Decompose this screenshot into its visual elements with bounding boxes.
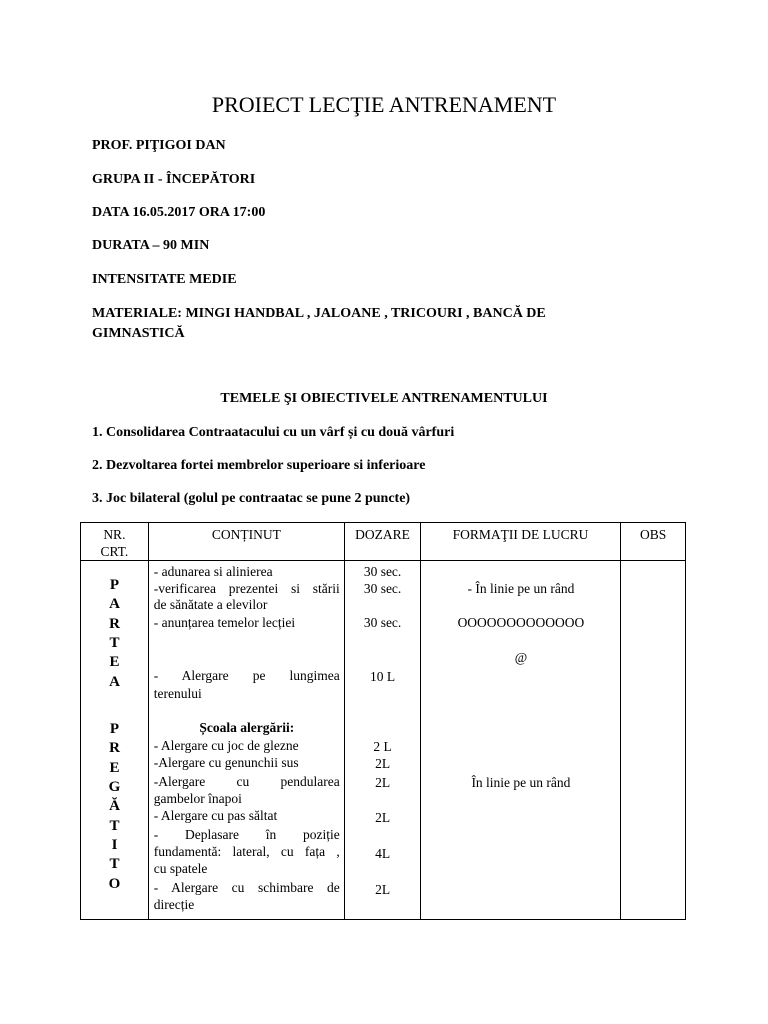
document-title: PROIECT LECŢIE ANTRENAMENT <box>211 92 557 117</box>
content-subheading: Școala alergării: <box>199 720 295 735</box>
dozare-value: 2L <box>375 756 391 771</box>
dozare-value: 2 L <box>373 739 392 754</box>
content-line: - Alergare cu joc de glezne <box>153 738 299 753</box>
formatie-text: - În linie pe un rând <box>467 581 575 596</box>
vertical-letter: R <box>109 616 120 632</box>
header-crt: CRT. <box>100 544 129 559</box>
dozare-value: 30 sec. <box>363 564 402 579</box>
content-line: gambelor înapoi <box>153 791 242 806</box>
content-line: -verificarea prezentei si stării <box>153 581 340 596</box>
vertical-letter: A <box>109 674 120 690</box>
vertical-letter: R <box>109 740 120 756</box>
content-line: -Alergare cu genunchii sus <box>153 755 299 770</box>
prof-line: PROF. PIŢIGOI DAN <box>92 138 226 153</box>
content-line: terenului <box>153 686 202 701</box>
vertical-letter: T <box>109 635 120 651</box>
content-line: de sănătate a elevilor <box>153 597 268 612</box>
vertical-letter: T <box>109 856 120 872</box>
formatii-cell <box>420 561 620 920</box>
intensitate-line: INTENSITATE MEDIE <box>92 272 237 287</box>
materiale-line-2: GIMNASTICĂ <box>92 326 185 341</box>
vertical-letter: I <box>111 837 118 853</box>
formatie-text: În linie pe un rând <box>471 775 571 790</box>
table-header-row <box>81 523 686 561</box>
header-formatii: FORMAŢII DE LUCRU <box>420 523 620 561</box>
content-line: - Alergare cu pas săltat <box>153 808 278 823</box>
content-line: direcție <box>153 897 195 912</box>
dozare-value: 30 sec. <box>363 615 402 630</box>
formatie-pattern: OOOOOOOOOOOOO <box>457 615 585 630</box>
content-line: fundamentă: lateral, cu fața , <box>153 844 340 859</box>
objective-3: 3. Joc bilateral (golul pe contraatac se pune 2 puncte) <box>92 491 411 506</box>
section-subtitle: TEMELE ŞI OBIECTIVELE ANTRENAMENTULUI <box>220 391 548 406</box>
vertical-letter: Ă <box>109 798 120 814</box>
content-line: - Alergare cu schimbare de <box>153 880 340 895</box>
grupa-line: GRUPA II - ÎNCEPĂTORI <box>92 172 256 187</box>
header-nr-crt <box>81 523 149 561</box>
vertical-letter: T <box>109 818 120 834</box>
dozare-value: 10 L <box>370 669 396 684</box>
header-continut: CONȚINUT <box>148 523 344 561</box>
vertical-letter: O <box>108 876 121 892</box>
dozare-value: 2L <box>375 810 391 825</box>
durata-line: DURATA – 90 MIN <box>92 238 210 253</box>
content-line: - Deplasare în poziție <box>153 827 340 842</box>
content-line: -Alergare cu pendularea <box>153 774 340 789</box>
dozare-value: 2L <box>375 775 391 790</box>
obs-cell <box>621 561 686 920</box>
lesson-plan-table <box>80 522 686 920</box>
vertical-letter: E <box>109 654 120 670</box>
header-nr: NR. <box>103 527 126 542</box>
content-line: cu spatele <box>153 861 208 876</box>
data-line: DATA 16.05.2017 ORA 17:00 <box>92 205 266 220</box>
objective-1: 1. Consolidarea Contraatacului cu un vârf și cu două vârfuri <box>92 425 455 440</box>
vertical-letter: A <box>109 596 120 612</box>
content-line: - adunarea si alinierea <box>153 564 273 579</box>
objective-2: 2. Dezvoltarea fortei membrelor superioare si inferioare <box>92 458 426 473</box>
formatie-coach-mark: @ <box>514 650 528 665</box>
dozare-cell <box>345 561 421 920</box>
materiale-line-1: MATERIALE: MINGI HANDBAL , JALOANE , TRICOURI , BANCĂ DE <box>92 306 546 321</box>
content-cell <box>148 561 344 920</box>
dozare-value: 30 sec. <box>363 581 402 596</box>
vertical-letter: P <box>109 577 120 593</box>
vertical-letter: E <box>109 760 120 776</box>
header-obs: OBS <box>621 523 686 561</box>
content-line: - Alergare pe lungimea <box>153 668 340 683</box>
vertical-letter: P <box>109 721 120 737</box>
content-line: - anunțarea temelor lecției <box>153 615 296 630</box>
vertical-letter: G <box>108 779 121 795</box>
table-row <box>81 561 686 920</box>
header-dozare: DOZARE <box>345 523 421 561</box>
dozare-value: 2L <box>375 882 391 897</box>
dozare-value: 4L <box>375 846 391 861</box>
section-name-cell <box>81 561 149 920</box>
